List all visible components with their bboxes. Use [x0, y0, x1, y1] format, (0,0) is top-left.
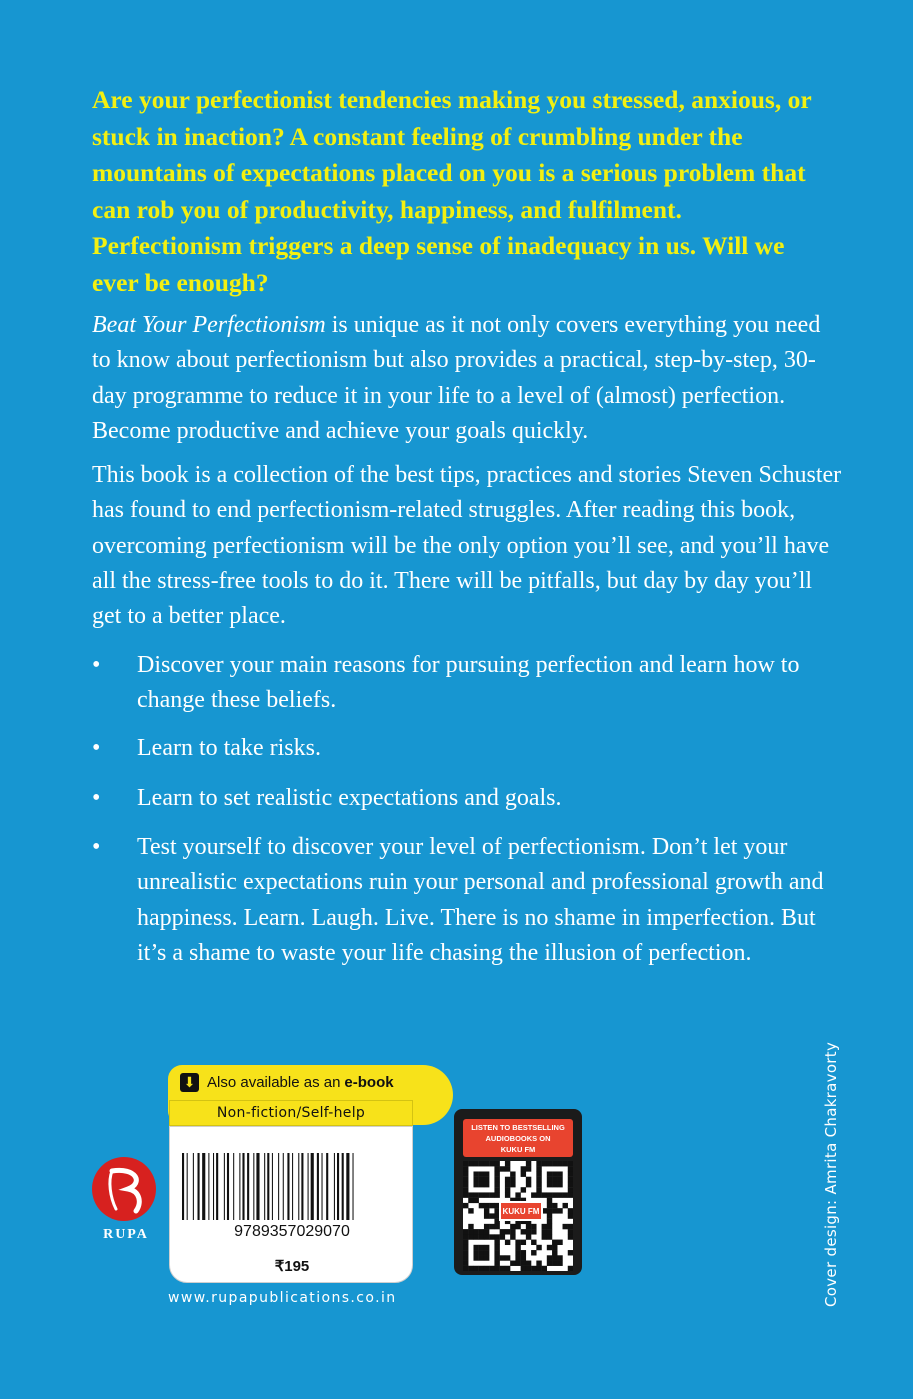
kuku-heading: [463, 1119, 573, 1157]
qr-code: [463, 1161, 573, 1271]
price: ₹195: [274, 1258, 310, 1275]
description-paragraph-2: This book is a collection of the best tips, practices and stories Steven Schuster has found to end perfectionism-related struggles. After reading this book, overcoming perfectionism will be the only option you’ll see, and you’ll have all the stress-free tools to do it. There will be pitfalls, but day by day you’ll get to a better place.: [92, 462, 842, 630]
bullet-symbol: •: [92, 652, 101, 678]
genre-label: Non-fiction/Self-help: [169, 1100, 413, 1126]
bullet-symbol: •: [92, 834, 101, 860]
ebook-notice: [180, 1070, 394, 1094]
ebook-prefix: Also available as an: [207, 1073, 341, 1091]
bullet-symbol: •: [92, 735, 101, 761]
bullet-text: Discover your main reasons for pursuing perfection and learn how to change these beliefs.: [137, 652, 800, 714]
description-text: is unique as it not only covers everything you need to know about perfectionism but also provides a practical, step-by-step, 30-day programme to reduce it in your life to a level of (almost) perfection. Become productive and achieve your goals quickly.: [92, 312, 821, 444]
book-title: Beat Your Perfectionism: [92, 312, 326, 338]
publisher-name: RUPA: [103, 1227, 149, 1242]
isbn-number: 9789357029070: [234, 1223, 350, 1240]
kuku-heading-line: KUKU FM: [500, 1144, 536, 1154]
kuku-fm-panel: [454, 1109, 582, 1275]
kuku-badge: KUKU FM: [499, 1201, 543, 1221]
bullet-symbol: •: [92, 785, 101, 811]
kuku-heading-line: LISTEN TO BESTSELLING: [471, 1122, 565, 1132]
blurb-text: Are your perfectionist tendencies making you stressed, anxious, or stuck in inaction? A constant feeling of crumbling under the mountains of expectations placed on you is a serious problem that can rob you of productivity, happiness, and fulfilment. Perfectionism triggers a deep sense of inadequacy in us. Will we ever be enough?: [92, 85, 812, 297]
download-icon: ⬇: [180, 1073, 199, 1092]
kuku-heading-line: AUDIOBOOKS ON: [485, 1133, 551, 1143]
publisher-url: www.rupapublications.co.in: [168, 1290, 397, 1306]
bullet-text: Learn to set realistic expectations and goals.: [137, 785, 562, 811]
cover-credit: Cover design: Amrita Chakravorty: [822, 1041, 840, 1307]
bullet-text: Learn to take risks.: [137, 735, 321, 761]
bullet-text: Test yourself to discover your level of perfectionism. Don’t let your unrealistic expectations ruin your personal and professional growth and happiness. Learn. Laugh. Live. There is no shame in imperfection. But it’s a shame to waste your life chasing the illusion of perfection.: [137, 834, 824, 966]
barcode-sticker: [169, 1126, 413, 1283]
barcode: [182, 1153, 400, 1220]
ebook-bold: e-book: [344, 1073, 394, 1091]
description-paragraph-1: [92, 308, 842, 449]
rupa-logo-icon: [92, 1157, 156, 1221]
